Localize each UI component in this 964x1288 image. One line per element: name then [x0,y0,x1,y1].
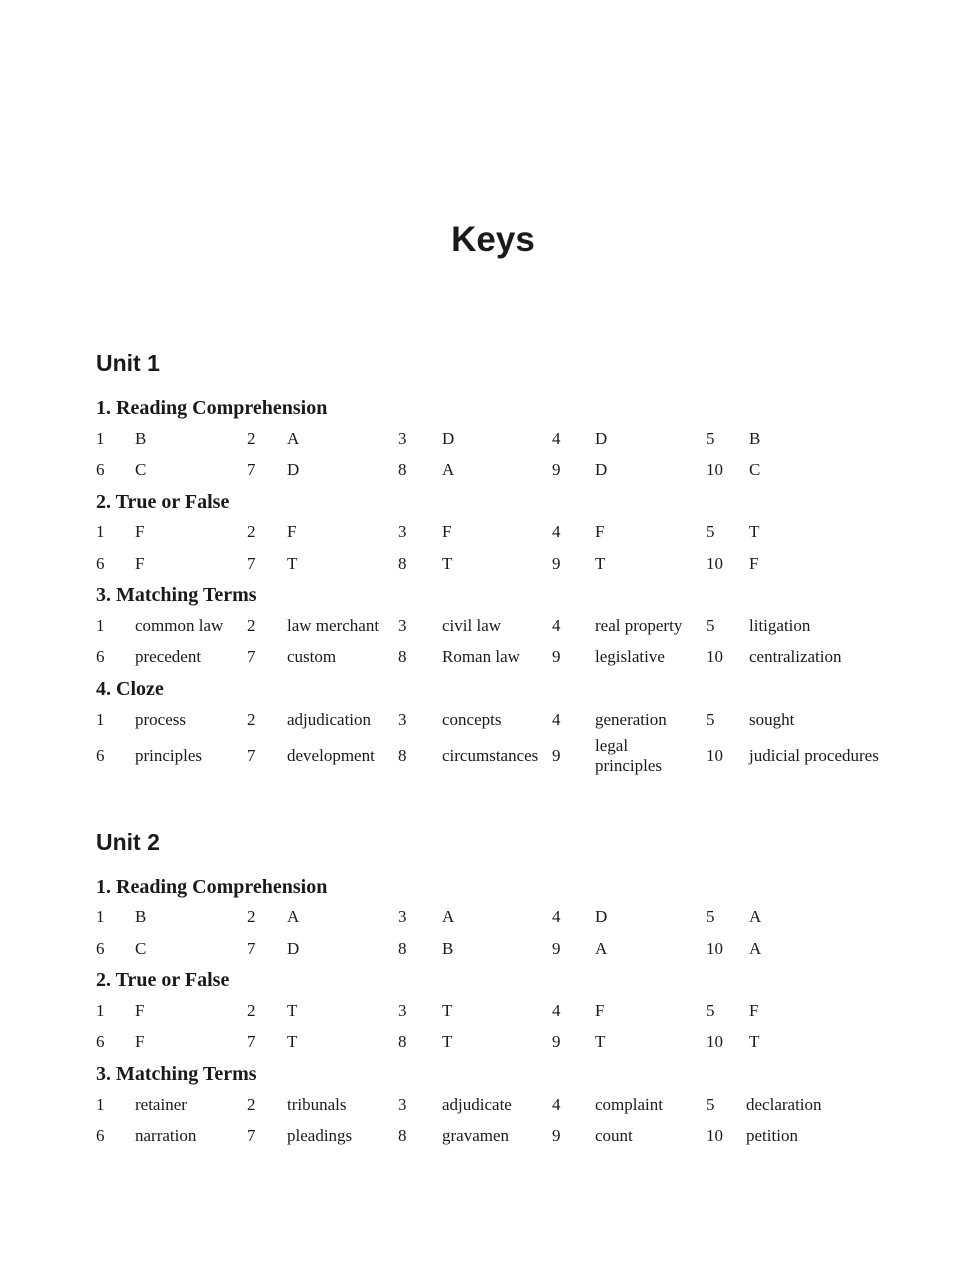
item-number: 3 [398,907,407,926]
item-answer: T [287,554,298,573]
u1-matching-terms-title: 3. Matching Terms [96,584,257,606]
item-answer: F [135,1001,145,1020]
item-number: 8 [398,746,407,765]
item-answer: A [595,939,608,958]
item-answer: custom [287,647,337,666]
item-answer: count [595,1126,633,1145]
item-answer: centralization [749,647,842,666]
item-number: 4 [552,710,561,729]
item-answer: T [749,1032,760,1051]
item-answer: D [442,429,455,448]
item-number: 6 [96,647,105,666]
item-number: 5 [706,522,715,541]
item-answer: precedent [135,647,202,666]
item-answer: F [135,554,145,573]
item-answer: judicial procedures [749,746,879,765]
item-number: 1 [96,710,105,729]
item-answer: common law [135,616,224,635]
item-answer: narration [135,1126,197,1145]
item-answer: F [135,1032,145,1051]
item-number: 8 [398,647,407,666]
item-number: 4 [552,1095,561,1114]
item-number: 4 [552,907,561,926]
item-answer: legal principles [595,736,663,775]
item-number: 5 [706,1095,715,1114]
answer-row [96,516,916,548]
item-answer: D [595,907,608,926]
item-answer: F [442,522,452,541]
item-answer: process [135,710,186,729]
u1-reading-comprehension-title: 1. Reading Comprehension [96,397,328,419]
item-number: 10 [706,939,723,958]
item-number: 2 [247,907,256,926]
item-answer: C [749,460,761,479]
item-number: 2 [247,522,256,541]
item-number: 8 [398,1126,407,1145]
answer-row [96,901,916,933]
item-number: 2 [247,710,256,729]
item-answer: retainer [135,1095,187,1114]
item-number: 6 [96,746,105,765]
answer-row [96,548,916,580]
item-number: 2 [247,1095,256,1114]
item-number: 9 [552,1032,561,1051]
answer-row [96,454,916,486]
item-answer: B [135,429,147,448]
item-answer: T [442,554,453,573]
item-number: 8 [398,460,407,479]
answer-row [96,610,916,642]
item-number: 4 [552,429,561,448]
item-answer: gravamen [442,1126,510,1145]
item-number: 2 [247,429,256,448]
item-answer: T [595,1032,606,1051]
item-answer: T [595,554,606,573]
item-answer: Roman law [442,647,520,666]
u1-true-or-false-title: 2. True or False [96,491,230,513]
item-answer: litigation [749,616,811,635]
item-answer: pleadings [287,1126,353,1145]
item-number: 3 [398,522,407,541]
item-number: 10 [706,746,723,765]
item-number: 6 [96,1032,105,1051]
item-answer: T [749,522,760,541]
item-number: 8 [398,939,407,958]
item-number: 1 [96,1095,105,1114]
item-answer: complaint [595,1095,663,1114]
item-number: 8 [398,554,407,573]
item-answer: B [135,907,147,926]
item-answer: A [287,907,300,926]
item-number: 7 [247,647,256,666]
answer-row [96,1120,916,1152]
unit-1-title: Unit 1 [96,350,160,376]
item-number: 9 [552,647,561,666]
item-number: 2 [247,1001,256,1020]
item-answer: T [442,1001,453,1020]
item-answer: A [287,429,300,448]
item-number: 7 [247,746,256,765]
item-answer: sought [749,710,795,729]
item-number: 6 [96,1126,105,1145]
item-answer: development [287,746,375,765]
item-answer: D [287,460,300,479]
item-number: 8 [398,1032,407,1051]
item-answer: law merchant [287,616,380,635]
item-number: 10 [706,554,723,573]
item-number: 10 [706,1032,723,1051]
item-answer: F [287,522,297,541]
item-answer: C [135,460,147,479]
item-number: 7 [247,1032,256,1051]
item-number: 9 [552,746,561,765]
item-number: 10 [706,460,723,479]
item-answer: F [595,1001,605,1020]
u2-matching-terms-title: 3. Matching Terms [96,1063,257,1085]
answer-row [96,1089,916,1121]
item-number: 9 [552,554,561,573]
answer-row [96,641,916,673]
item-number: 1 [96,522,105,541]
item-number: 10 [706,647,723,666]
item-answer: C [135,939,147,958]
item-number: 5 [706,1001,715,1020]
item-number: 6 [96,554,105,573]
item-answer: adjudication [287,710,372,729]
item-answer: T [442,1032,453,1051]
u1-cloze-title: 4. Cloze [96,678,164,700]
item-number: 7 [247,1126,256,1145]
item-answer: circumstances [442,746,539,765]
item-answer: petition [746,1126,798,1145]
item-answer: D [595,460,608,479]
item-answer: T [287,1001,298,1020]
item-answer: D [287,939,300,958]
item-number: 3 [398,616,407,635]
item-number: 5 [706,429,715,448]
item-number: 6 [96,939,105,958]
unit-2-title: Unit 2 [96,829,160,855]
answer-row [96,1026,916,1058]
item-answer: real property [595,616,683,635]
item-number: 3 [398,710,407,729]
item-number: 3 [398,1095,407,1114]
item-number: 4 [552,1001,561,1020]
item-number: 3 [398,429,407,448]
item-answer: generation [595,710,667,729]
item-number: 7 [247,554,256,573]
answer-row [96,995,916,1027]
item-answer: adjudicate [442,1095,512,1114]
item-answer: A [442,907,455,926]
item-answer: F [749,554,759,573]
item-answer: A [749,907,762,926]
item-number: 1 [96,907,105,926]
answer-row [96,423,916,455]
item-number: 1 [96,429,105,448]
item-answer: D [595,429,608,448]
item-answer: civil law [442,616,502,635]
item-answer: F [749,1001,759,1020]
item-answer: B [442,939,454,958]
item-answer: principles [135,746,203,765]
item-answer: declaration [746,1095,822,1114]
item-number: 5 [706,907,715,926]
item-answer: legislative [595,647,665,666]
item-answer: B [749,429,761,448]
item-answer: A [442,460,455,479]
item-answer: F [135,522,145,541]
u2-true-or-false-title: 2. True or False [96,969,230,991]
item-number: 6 [96,460,105,479]
item-number: 10 [706,1126,723,1145]
item-number: 5 [706,710,715,729]
u2-reading-comprehension-title: 1. Reading Comprehension [96,876,328,898]
item-number: 3 [398,1001,407,1020]
item-answer: F [595,522,605,541]
item-number: 4 [552,522,561,541]
item-number: 9 [552,460,561,479]
item-number: 1 [96,1001,105,1020]
item-answer: A [749,939,762,958]
item-number: 9 [552,939,561,958]
answer-row [96,733,916,779]
page-title: Keys [451,220,535,259]
item-answer: tribunals [287,1095,347,1114]
item-answer: concepts [442,710,502,729]
answer-row [96,704,916,736]
item-number: 1 [96,616,105,635]
answer-row [96,933,916,965]
item-number: 7 [247,460,256,479]
item-number: 5 [706,616,715,635]
item-number: 4 [552,616,561,635]
item-number: 7 [247,939,256,958]
item-number: 9 [552,1126,561,1145]
item-number: 2 [247,616,256,635]
item-answer: T [287,1032,298,1051]
